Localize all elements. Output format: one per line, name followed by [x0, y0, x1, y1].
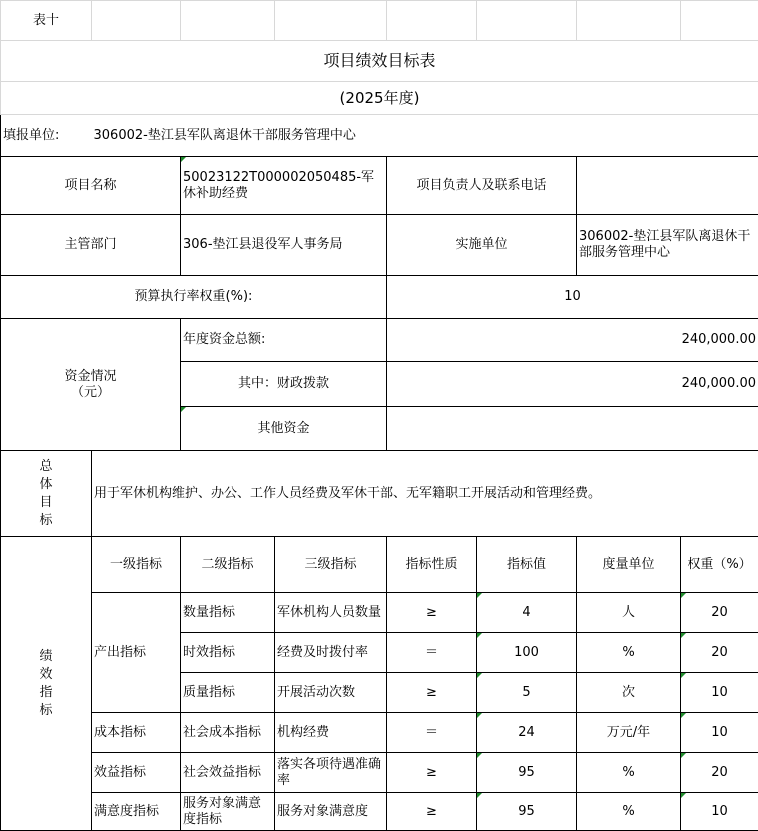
project-contact-label: 项目负责人及联系电话 — [387, 157, 577, 215]
row-nature: ≥ — [387, 673, 477, 713]
row-value: 24 — [477, 713, 577, 753]
table-row — [1, 593, 758, 633]
row-l3: 开展活动次数 — [275, 673, 387, 713]
row-weight: 10 — [681, 793, 758, 831]
table-row — [1, 753, 758, 793]
unit-value: 306002-垫江县军队离退休干部服务管理中心 — [92, 115, 758, 157]
row-l3: 经费及时拨付率 — [275, 633, 387, 673]
unit-label: 填报单位: — [1, 115, 92, 157]
row-l2: 质量指标 — [181, 673, 275, 713]
funds-fiscal-label: 其中：财政拨款 — [181, 362, 387, 407]
table-label: 表十 — [1, 1, 92, 41]
header-l3: 三级指标 — [275, 537, 387, 593]
row-l1: 满意度指标 — [92, 793, 181, 831]
row-nature: ≥ — [387, 793, 477, 831]
budget-weight-value: 10 — [387, 276, 758, 319]
header-weight: 权重（%） — [681, 537, 758, 593]
project-name-label: 项目名称 — [1, 157, 181, 215]
row-l3: 军休机构人员数量 — [275, 593, 387, 633]
header-value: 指标值 — [477, 537, 577, 593]
row-weight: 20 — [681, 753, 758, 793]
perf-label: 绩 效 指 标 — [1, 537, 92, 831]
row-unit: % — [577, 793, 681, 831]
row-l1: 产出指标 — [92, 593, 181, 713]
row-l3: 落实各项待遇准确率 — [275, 753, 387, 793]
table-row — [1, 713, 758, 753]
row-unit: 次 — [577, 673, 681, 713]
header-nature: 指标性质 — [387, 537, 477, 593]
year-label: (2025年度) — [1, 82, 758, 115]
row-l1: 成本指标 — [92, 713, 181, 753]
row-value: 95 — [477, 793, 577, 831]
header-l1: 一级指标 — [92, 537, 181, 593]
row-unit: 万元/年 — [577, 713, 681, 753]
funds-total-value: 240,000.00 — [387, 319, 758, 362]
row-nature: ＝ — [387, 633, 477, 673]
header-unit: 度量单位 — [577, 537, 681, 593]
row-unit: 人 — [577, 593, 681, 633]
goal-value: 用于军休机构维护、办公、工作人员经费及军休干部、无军籍职工开展活动和管理经费。 — [92, 451, 758, 537]
budget-weight-label: 预算执行率权重(%): — [1, 276, 387, 319]
row-value: 5 — [477, 673, 577, 713]
project-name-value: 50023122T000002050485-军休补助经费 — [181, 157, 387, 215]
row-l3: 机构经费 — [275, 713, 387, 753]
row-nature: ≥ — [387, 753, 477, 793]
table-row — [1, 793, 758, 831]
row-weight: 10 — [681, 713, 758, 753]
row-l2: 社会成本指标 — [181, 713, 275, 753]
row-l3: 服务对象满意度 — [275, 793, 387, 831]
row-l2: 时效指标 — [181, 633, 275, 673]
row-weight: 20 — [681, 593, 758, 633]
row-nature: ≥ — [387, 593, 477, 633]
funds-fiscal-value: 240,000.00 — [387, 362, 758, 407]
row-unit: % — [577, 753, 681, 793]
row-l1: 效益指标 — [92, 753, 181, 793]
row-value: 95 — [477, 753, 577, 793]
funds-label: 资金情况（元） — [1, 319, 181, 451]
row-value: 100 — [477, 633, 577, 673]
row-weight: 20 — [681, 633, 758, 673]
dept-label: 主管部门 — [1, 215, 181, 276]
row-l2: 社会效益指标 — [181, 753, 275, 793]
funds-other-label: 其他资金 — [181, 407, 387, 451]
row-value: 4 — [477, 593, 577, 633]
impl-value: 306002-垫江县军队离退休干部服务管理中心 — [577, 215, 758, 276]
row-l2: 服务对象满意度指标 — [181, 793, 275, 831]
impl-label: 实施单位 — [387, 215, 577, 276]
funds-total-label: 年度资金总额: — [181, 319, 387, 362]
row-nature: ＝ — [387, 713, 477, 753]
row-weight: 10 — [681, 673, 758, 713]
row-l2: 数量指标 — [181, 593, 275, 633]
page-title: 项目绩效目标表 — [1, 41, 758, 82]
goal-label: 总 体 目 标 — [1, 451, 92, 537]
dept-value: 306-垫江县退役军人事务局 — [181, 215, 387, 276]
funds-other-value — [387, 407, 758, 451]
header-l2: 二级指标 — [181, 537, 275, 593]
project-contact-value — [577, 157, 758, 215]
row-unit: % — [577, 633, 681, 673]
